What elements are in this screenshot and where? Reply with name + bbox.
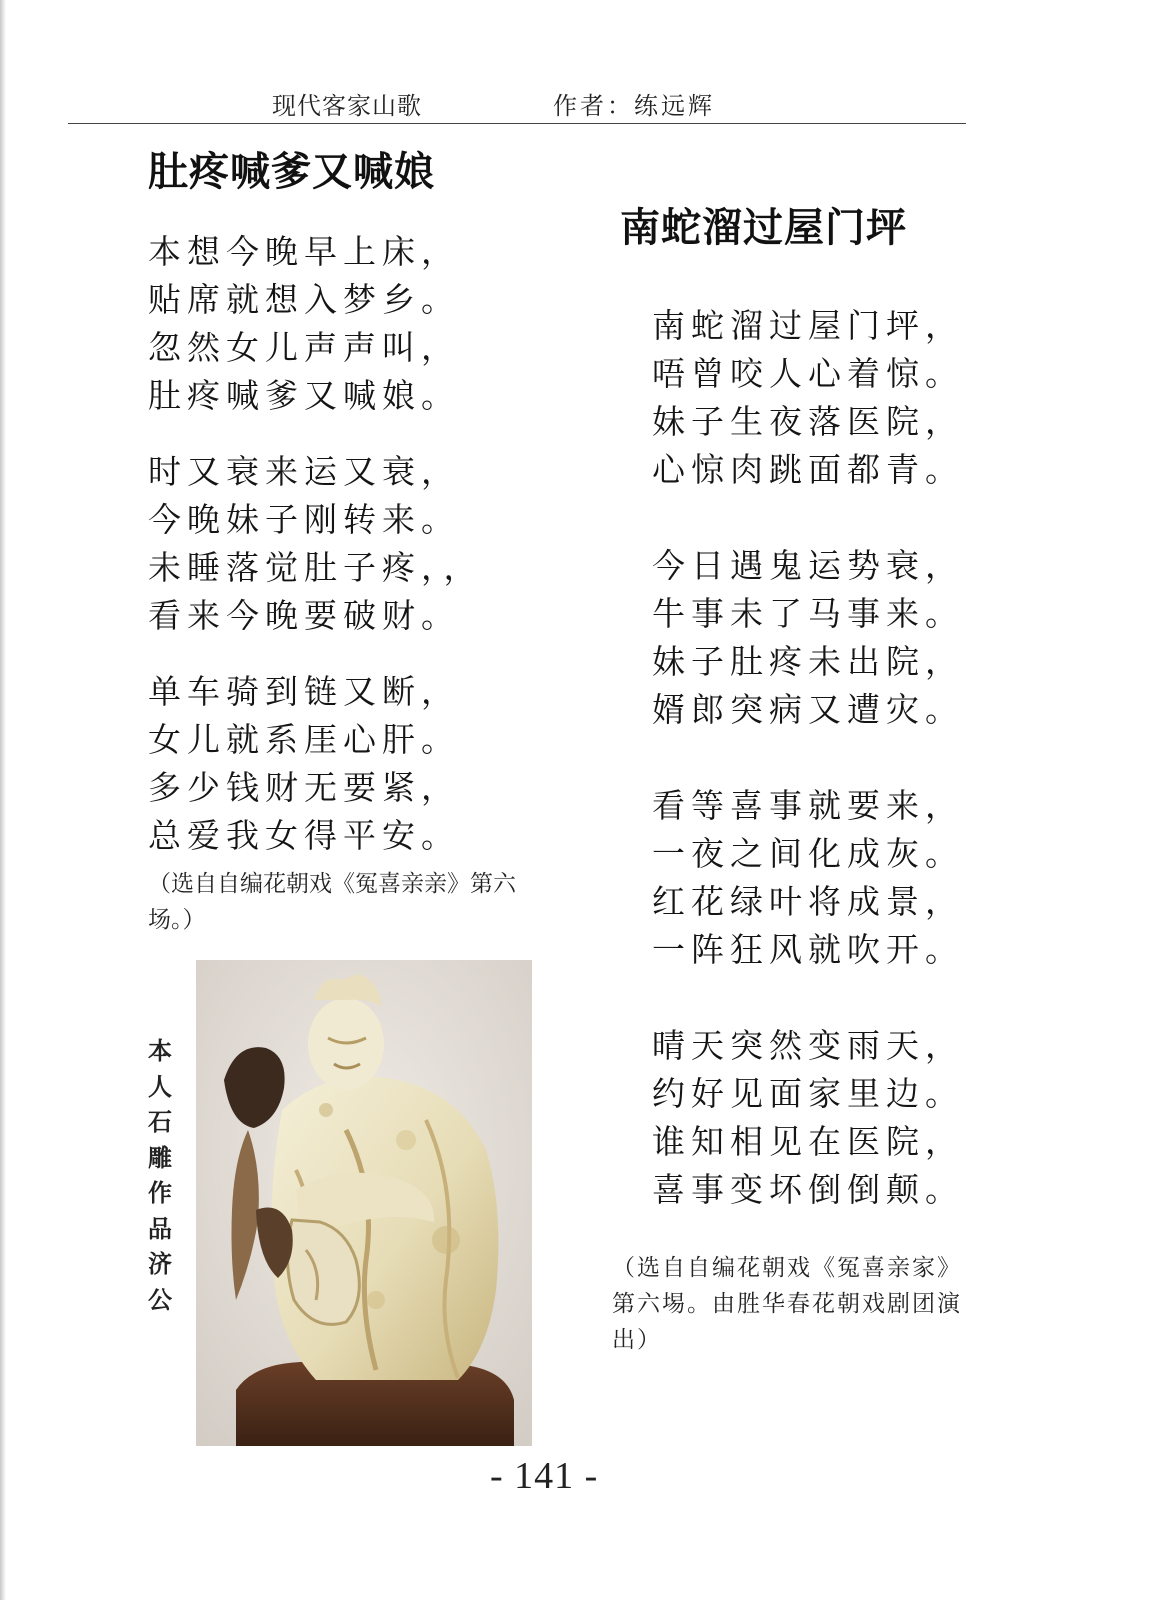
poem-line: 贴席就想入梦乡。 (148, 280, 460, 319)
caption-char: 作 (148, 1179, 172, 1207)
poem-line: 妹子肚疼未出院， (652, 642, 964, 681)
poem-line: 总爱我女得平安。 (148, 816, 460, 855)
poem-line: 看等喜事就要来， (652, 786, 964, 825)
poem-line: 今晚妹子刚转来。 (148, 500, 460, 539)
scan-edge (0, 0, 6, 1600)
poem-line: 南蛇溜过屋门坪， (652, 306, 964, 345)
stone-carving-photo (196, 960, 532, 1446)
poem-line: 约好见面家里边。 (652, 1074, 964, 1113)
poem-line: 今日遇鬼运势衰， (652, 546, 964, 585)
caption-char: 雕 (148, 1143, 172, 1172)
poem-line: 看来今晚要破财。 (148, 596, 460, 635)
caption-char: 品 (148, 1214, 172, 1243)
poem-line: 婿郎突病又遭灾。 (652, 690, 964, 729)
poem-right-stanza-2 (652, 542, 964, 734)
author-name: 作者：练远辉 (553, 92, 715, 120)
poem-line: 喜事变坏倒倒颠。 (652, 1170, 964, 1209)
poem-line: 忽然女儿声声叫， (148, 328, 460, 367)
poem-line: 女儿就系厓心肝。 (148, 720, 460, 759)
poem-line: 晴天突然变雨天， (652, 1026, 964, 1065)
poem-left-stanza-2 (148, 448, 483, 640)
poem-line: 单车骑到链又断， (148, 672, 460, 711)
book-title: 现代客家山歌 (272, 92, 422, 120)
poem-right-stanza-1 (652, 302, 964, 494)
header-rule (68, 123, 966, 124)
poem-left-stanza-3 (148, 668, 483, 860)
poem-left-stanza-1 (148, 228, 483, 420)
poem-left-body (148, 228, 483, 888)
poem-line: 一阵狂风就吹开。 (652, 930, 964, 969)
poem-line: 牛事未了马事来。 (652, 594, 964, 633)
poem-line: 妹子生夜落医院， (652, 402, 964, 441)
poem-right-stanza-4 (652, 1022, 964, 1214)
poem-line: 未睡落觉肚子疼，， (148, 548, 483, 587)
poem-right-body (652, 302, 964, 1262)
photo-caption (146, 1034, 174, 1318)
caption-char: 济 (148, 1250, 172, 1278)
poem-right-stanza-3 (652, 782, 964, 974)
poem-left-note: （选自自编花朝戏《冤喜亲亲》第六场。） (148, 871, 516, 933)
poem-line: 红花绿叶将成景， (652, 882, 964, 921)
poem-line: 肚疼喊爹又喊娘。 (148, 376, 460, 415)
poem-line: 多少钱财无要紧， (148, 768, 460, 807)
page-number: - 141 - (490, 1455, 599, 1497)
poem-line: 心惊肉跳面都青。 (652, 450, 964, 489)
caption-char: 本 (148, 1037, 172, 1065)
caption-char: 石 (148, 1108, 172, 1136)
caption-char: 公 (148, 1285, 172, 1314)
poem-line: 唔曾咬人心着惊。 (652, 354, 964, 393)
caption-char: 人 (148, 1072, 172, 1101)
poem-line: 本想今晚早上床， (148, 232, 460, 271)
poem-line: 一夜之间化成灰。 (652, 834, 964, 873)
poem-line: 谁知相见在医院， (652, 1122, 964, 1161)
poem-right-note: （选自自编花朝戏《冤喜亲家》第六埸。由胜华春花朝戏剧团演出） (612, 1255, 962, 1353)
poem-right-title: 南蛇溜过屋门坪 (620, 205, 907, 251)
poem-line: 时又衰来运又衰， (148, 452, 460, 491)
poem-left-title: 肚疼喊爹又喊娘 (148, 149, 435, 195)
